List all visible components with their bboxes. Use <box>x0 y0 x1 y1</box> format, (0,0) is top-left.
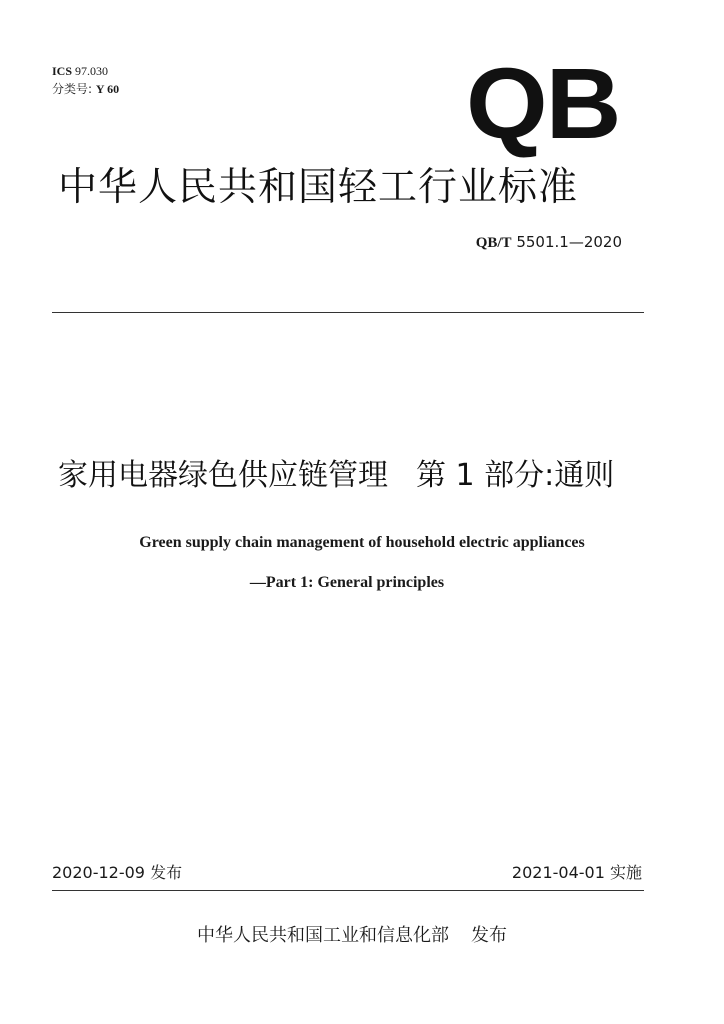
classification-label: 分类号: <box>52 82 93 96</box>
standard-code-number: 5501.1—2020 <box>516 233 622 251</box>
chinese-title <box>58 454 678 498</box>
top-divider <box>52 312 644 313</box>
standard-code-prefix: QB/T <box>475 235 512 251</box>
issuer <box>0 924 704 948</box>
implementation-date: 2021-04-01 实施 <box>511 863 642 882</box>
chinese-title-main: 家用电器绿色供应链管理 <box>58 458 388 493</box>
ics-value: 97.030 <box>75 64 109 78</box>
ics-label: ICS <box>52 64 73 78</box>
bottom-divider <box>52 890 644 891</box>
classification-number <box>52 80 119 98</box>
qb-logo: QB <box>466 48 620 160</box>
standard-code <box>400 232 622 253</box>
issuer-name: 中华人民共和国工业和信息化部 <box>197 925 449 946</box>
chinese-title-part: 第 1 部分:通则 <box>416 458 615 493</box>
ics-code <box>52 62 108 80</box>
standard-category-title: 中华人民共和国轻工行业标准 <box>58 165 579 210</box>
issue-date: 2020-12-09 发布 <box>52 863 183 882</box>
classification-value: Y 60 <box>95 82 120 96</box>
issuer-verb: 发布 <box>471 925 507 946</box>
english-title-line1: Green supply chain management of household electric appliances <box>139 534 585 551</box>
english-title-line2: —Part 1: General principles <box>249 574 445 591</box>
